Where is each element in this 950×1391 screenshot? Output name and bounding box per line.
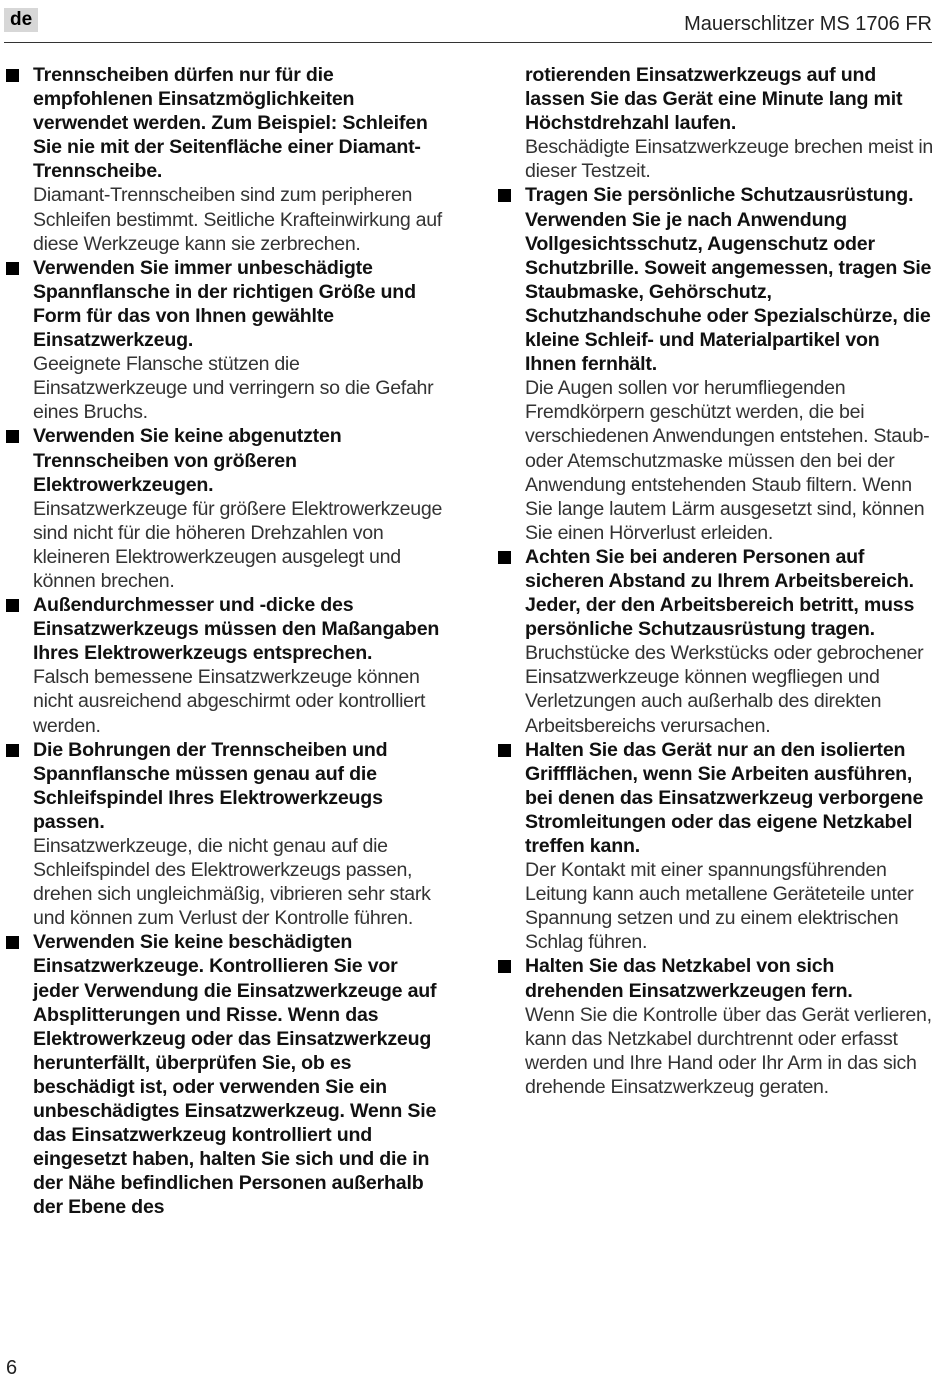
safety-instruction: Trennscheiben dürfen nur für die empfohlenen Einsatzmöglichkeiten verwendet werden. Zum Beispiel: Schleifen Sie nie mit der Seitenfläche einer Diamant-Trennscheibe. — [33, 64, 428, 183]
safety-instruction: Halten Sie das Netzkabel von sich drehenden Einsatzwerkzeugen fern. — [525, 955, 853, 1002]
square-bullet-icon — [6, 430, 19, 443]
safety-explanation: Wenn Sie die Kontrolle über das Gerät verlieren, kann das Netzkabel durchtrennt oder erfasst werden und Ihre Hand oder Ihr Arm in das sich drehende Einsatzwerkzeug geraten. — [525, 1003, 932, 1098]
square-bullet-icon — [6, 599, 19, 612]
right-column — [525, 63, 935, 1099]
square-bullet-icon — [498, 960, 511, 973]
safety-item — [33, 63, 443, 256]
safety-item — [525, 954, 935, 1099]
safety-explanation: Diamant-Trennscheiben sind zum peripheren Schleifen bestimmt. Seitliche Krafteinwirkung auf diese Werkzeuge kann sie zerbrechen. — [33, 184, 442, 255]
safety-item — [525, 738, 935, 955]
safety-explanation: Geeignete Flansche stützen die Einsatzwerkzeuge und verringern so die Gefahr eines Bruchs. — [33, 353, 434, 424]
safety-item-continuation — [525, 63, 935, 183]
square-bullet-icon — [6, 69, 19, 82]
safety-item — [33, 930, 443, 1219]
safety-instruction: Halten Sie das Gerät nur an den isolierten Griffflächen, wenn Sie Arbeiten ausführen, bei denen das Einsatzwerkzeug verborgene Stromleitungen oder das eigene Netzkabel treffen kann. — [525, 738, 924, 857]
safety-item — [525, 183, 935, 544]
language-tag: de — [4, 8, 38, 32]
safety-item — [33, 256, 443, 425]
safety-item — [33, 738, 443, 931]
safety-item — [33, 593, 443, 738]
header-divider — [4, 42, 932, 43]
safety-explanation: Einsatzwerkzeuge für größere Elektrowerkzeuge sind nicht für die höheren Drehzahlen von kleineren Elektrowerkzeugen ausgelegt und können brechen. — [33, 497, 443, 592]
square-bullet-icon — [498, 744, 511, 757]
safety-instruction: Die Bohrungen der Trennscheiben und Spannflansche müssen genau auf die Schleifspindel Ihres Elektrowerkzeugs passen. — [33, 738, 388, 833]
safety-explanation: Bruchstücke des Werkstücks oder gebrochener Einsatzwerkzeuge können wegfliegen und Verletzungen auch außerhalb des direkten Arbeitsbereichs verursachen. — [525, 642, 924, 737]
safety-instruction: Verwenden Sie immer unbeschädigte Spannflansche in der richtigen Größe und Form für das von Ihnen gewählte Einsatzwerkzeug. — [33, 256, 416, 352]
square-bullet-icon — [6, 262, 19, 275]
safety-item — [525, 545, 935, 738]
safety-explanation: Die Augen sollen vor herumfliegenden Fremdkörpern geschützt werden, die bei verschiedenen Anwendungen entstehen. Staub- oder Atemschutzmaske müssen den bei der Anwendung entstehenden Staub filtern. Wenn Sie lange lautem Lärm ausgesetzt sind, können Sie einen Hörverlust erleiden. — [525, 377, 930, 544]
safety-instruction: Achten Sie bei anderen Personen auf sicheren Abstand zu Ihrem Arbeitsbereich. Jeder, der den Arbeitsbereich betritt, muss persönliche Schutzausrüstung tragen. — [525, 545, 915, 641]
safety-explanation: Einsatzwerkzeuge, die nicht genau auf die Schleifspindel des Elektrowerkzeugs passen, drehen sich ungleichmäßig, vibrieren sehr stark und können zum Verlust der Kontrolle führen. — [33, 835, 431, 930]
safety-explanation: Der Kontakt mit einer spannungsführenden Leitung kann auch metallene Geräteteile unter Spannung setzen und zu einem elektrischen Schlag führen. — [525, 859, 914, 954]
safety-instruction: Verwenden Sie keine abgenutzten Trennscheiben von größeren Elektrowerkzeugen. — [33, 425, 342, 496]
left-column — [33, 63, 443, 1220]
safety-item — [33, 424, 443, 593]
safety-explanation: Beschädigte Einsatzwerkzeuge brechen meist in dieser Testzeit. — [525, 136, 933, 183]
safety-instruction: rotierenden Einsatzwerkzeugs auf und lassen Sie das Gerät eine Minute lang mit Höchstdrehzahl laufen. — [525, 64, 903, 135]
square-bullet-icon — [498, 551, 511, 564]
safety-explanation: Falsch bemessene Einsatzwerkzeuge können nicht ausreichend abgeschirmt oder kontrolliert werden. — [33, 666, 426, 737]
square-bullet-icon — [6, 936, 19, 949]
square-bullet-icon — [498, 189, 511, 202]
square-bullet-icon — [6, 744, 19, 757]
safety-instruction: Tragen Sie persönliche Schutzausrüstung. Verwenden Sie je nach Anwendung Vollgesichtsschutz, Augenschutz oder Schutzbrille. Soweit angemessen, tragen Sie Staubmaske, Gehörschutz, Schutzhandschuhe oder Spezialschürze, die kleine Schleif- und Materialpartikel von Ihnen fernhält. — [525, 184, 932, 376]
page-number: 6 — [6, 1357, 18, 1379]
safety-instruction: Außendurchmesser und -dicke des Einsatzwerkzeugs müssen den Maßangaben Ihres Elektrowerkzeugs entsprechen. — [33, 594, 440, 665]
document-title: Mauerschlitzer MS 1706 FR — [684, 13, 932, 35]
safety-instruction: Verwenden Sie keine beschädigten Einsatzwerkzeuge. Kontrollieren Sie vor jeder Verwendung die Einsatzwerkzeuge auf Absplitterungen und Risse. Wenn das Elektrowerkzeug oder das Einsatzwerkzeug herunterfällt, überprüfen Sie, ob es beschädigt ist, oder verwenden Sie ein unbeschädigtes Einsatzwerkzeug. Wenn Sie das Einsatzwerkzeug kontrolliert und eingesetzt haben, halten Sie sich und die in der Nähe befindlichen Personen außerhalb der Ebene des — [33, 931, 437, 1219]
